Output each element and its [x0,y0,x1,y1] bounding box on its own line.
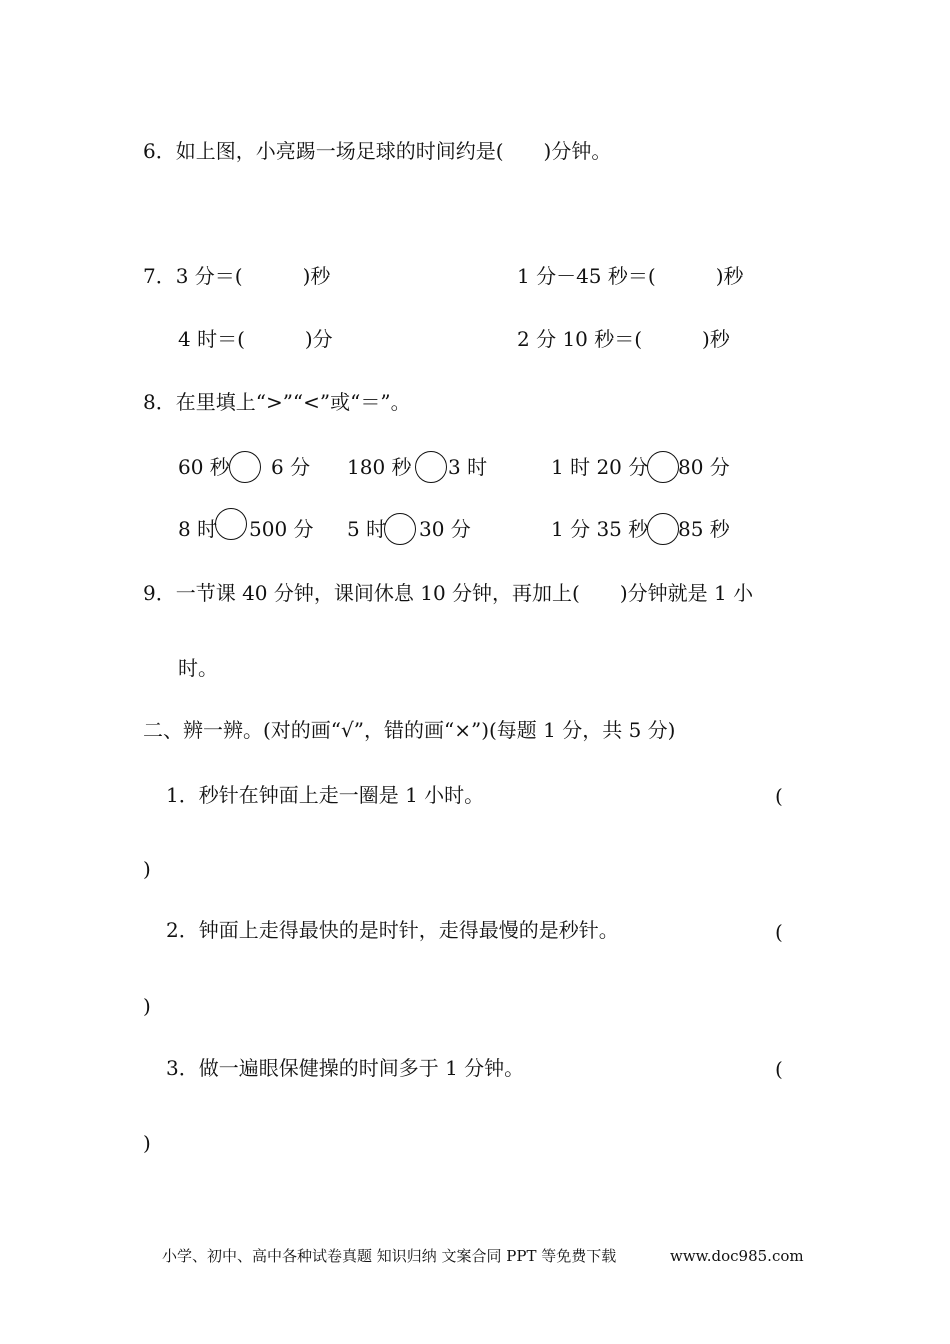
compare-right: 500 分 [249,517,314,541]
compare-right: 3 时 [448,455,488,479]
compare-right: 30 分 [419,517,471,541]
compare-circle [384,513,416,545]
compare-circle [647,451,679,483]
question-7b: 1 分－45 秒＝( )秒 [517,264,744,288]
question-6-text: 6．如上图，小亮踢一场足球的时间约是( )分钟。 [143,139,612,163]
answer-paren-close: ) [143,1131,151,1155]
question-9-line2: 时。 [178,656,218,680]
compare-left: 1 时 20 分 [551,455,649,479]
compare-left: 60 秒 [178,455,230,479]
question-9-line1: 9．一节课 40 分钟，课间休息 10 分钟，再加上( )分钟就是 1 小 [143,581,754,605]
compare-right: 80 分 [678,455,730,479]
question-7a: 7．3 分＝( )秒 [143,264,331,288]
compare-left: 1 分 35 秒 [551,517,649,541]
answer-paren-open: ( [775,784,783,808]
answer-paren-close: ) [143,994,151,1018]
judge-item-2: 2．钟面上走得最快的是时针，走得最慢的是秒针。 [166,918,619,942]
answer-paren-open: ( [775,1057,783,1081]
compare-circle [215,508,247,540]
compare-left: 5 时 [347,517,387,541]
compare-right: 6 分 [271,455,311,479]
footer-text: 小学、初中、高中各种试卷真题 知识归纳 文案合同 PPT 等免费下载 [162,1247,617,1265]
compare-circle [229,451,261,483]
compare-right: 85 秒 [678,517,730,541]
compare-circle [415,451,447,483]
question-7c: 4 时＝( )分 [178,327,333,351]
judge-item-3: 3．做一遍眼保健操的时间多于 1 分钟。 [166,1056,525,1080]
compare-left: 180 秒 [347,455,412,479]
answer-paren-open: ( [775,920,783,944]
judge-item-1: 1．秒针在钟面上走一圈是 1 小时。 [166,783,485,807]
question-7d: 2 分 10 秒＝( )秒 [517,327,730,351]
footer-url[interactable]: www.doc985.com [670,1247,804,1265]
question-8-stem: 8．在里填上“>”“<”或“＝”。 [143,390,411,414]
section-2-title: 二、辨一辨。(对的画“√”，错的画“×”)(每题 1 分，共 5 分) [143,718,676,742]
compare-left: 8 时 [178,517,218,541]
answer-paren-close: ) [143,857,151,881]
compare-circle [647,513,679,545]
